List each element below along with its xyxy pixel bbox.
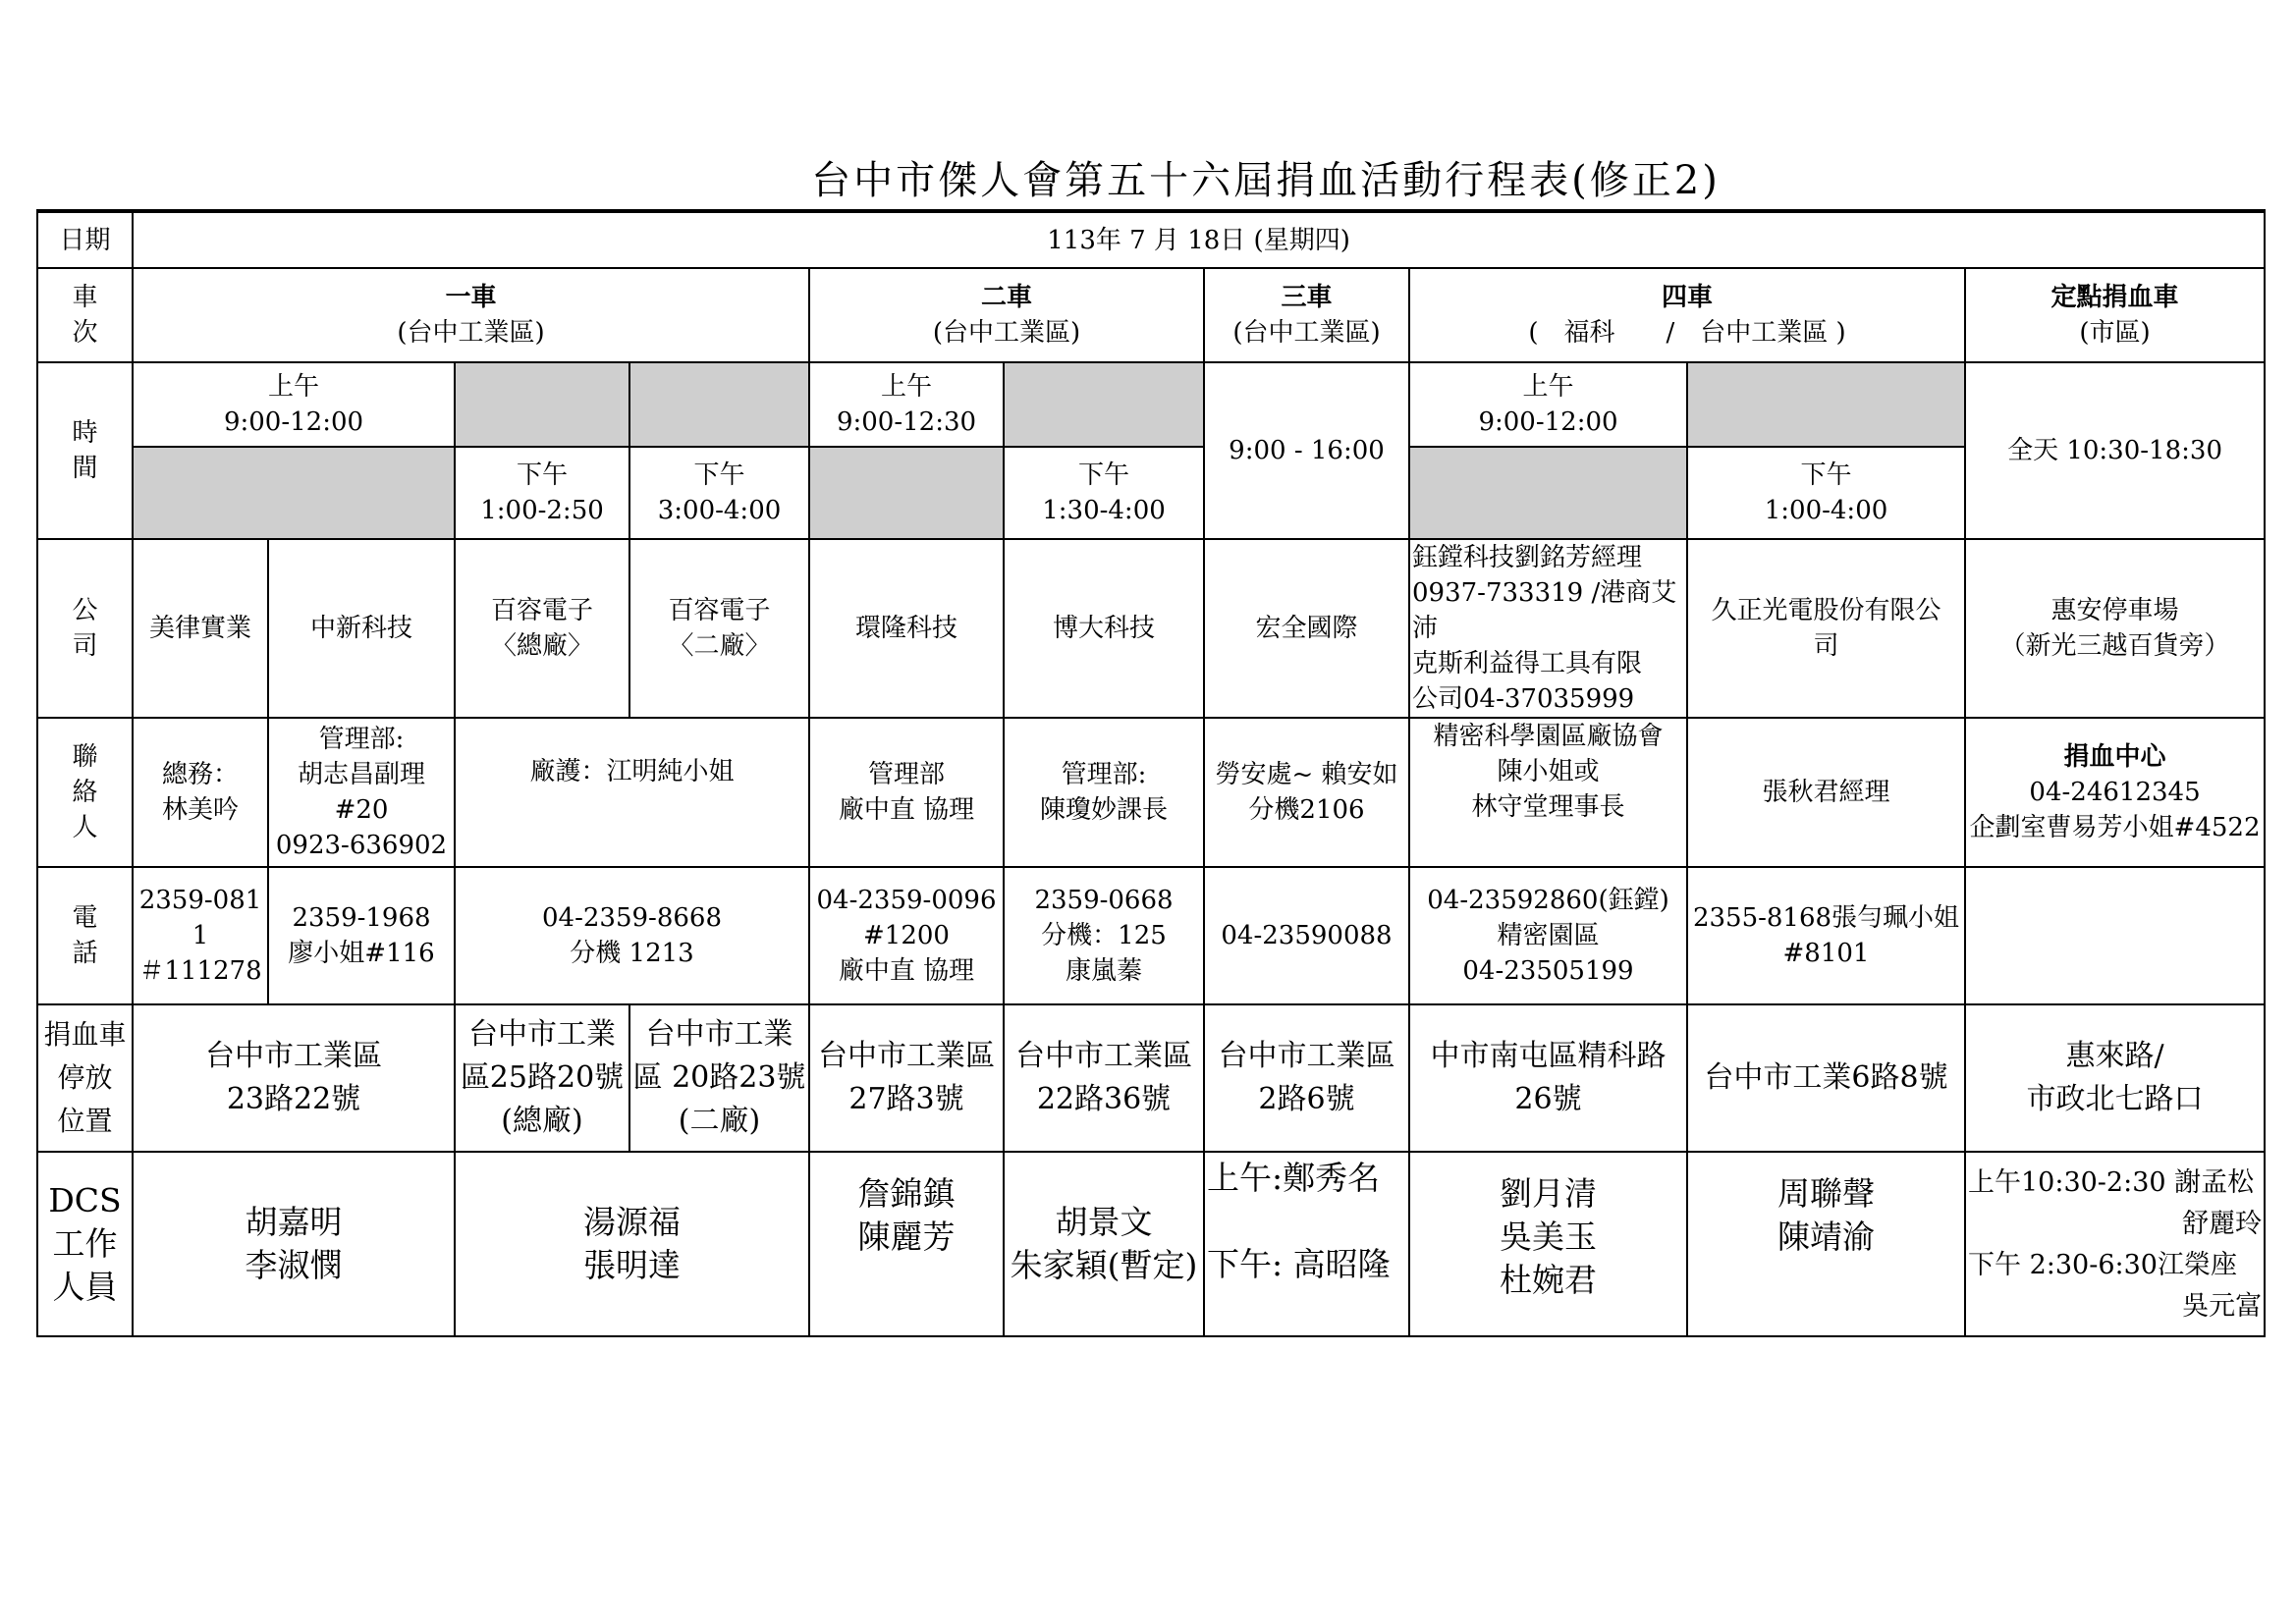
gray-cell — [1687, 362, 1965, 447]
gray-cell — [1409, 447, 1687, 539]
company-cell: 環隆科技 — [809, 539, 1004, 718]
contact-cell: 捐血中心 04-24612345 企劃室曹易芳小姐#4522 — [1965, 718, 2265, 867]
contact-cell: 勞安處~ 賴安如 分機2106 — [1204, 718, 1409, 867]
gray-cell — [455, 362, 629, 447]
vehicle-label: 車 次 — [37, 268, 133, 362]
vehicle-3: 三車 (台中工業區) — [1204, 268, 1409, 362]
date-row — [37, 211, 2265, 268]
company-cell: 博大科技 — [1004, 539, 1204, 718]
contact-cell: 廠護：江明純小姐 — [455, 718, 809, 867]
phone-cell — [1965, 867, 2265, 1004]
vehicle-row — [37, 268, 2265, 362]
company-row — [37, 539, 2265, 718]
car2-am-time: 上午 9:00-12:30 — [809, 362, 1004, 447]
gray-cell — [809, 447, 1004, 539]
staff-cell: 周聯聲 陳靖渝 — [1687, 1152, 1965, 1336]
staff-cell: 上午10:30-2:30 謝孟松 舒麗玲 下午 2:30-6:30江榮座 吳元富 — [1965, 1152, 2265, 1336]
contact-cell: 精密科學園區廠協會 陳小姐或 林守堂理事長 — [1409, 718, 1687, 867]
time-label: 時 間 — [37, 362, 133, 539]
phone-cell: 04-2359-8668 分機 1213 — [455, 867, 809, 1004]
company-cell: 中新科技 — [268, 539, 455, 718]
contact-label: 聯 絡 人 — [37, 718, 133, 867]
phone-cell: 04-2359-0096 #1200 廠中直 協理 — [809, 867, 1004, 1004]
parking-row — [37, 1004, 2265, 1152]
company-cell: 百容電子 〈總廠〉 — [455, 539, 629, 718]
company-label: 公 司 — [37, 539, 133, 718]
gray-cell — [1004, 362, 1204, 447]
staff-row — [37, 1152, 2265, 1336]
parking-label: 捐血車 停放 位置 — [37, 1004, 133, 1152]
gray-cell — [133, 447, 455, 539]
fixed-time: 全天 10:30-18:30 — [1965, 362, 2265, 539]
phone-cell: 2359-0811 ＃111278 — [133, 867, 268, 1004]
contact-cell: 管理部: 胡志昌副理 #20 0923-636902 — [268, 718, 455, 867]
contact-cell: 總務： 林美吟 — [133, 718, 268, 867]
staff-cell: 劉月清 吳美玉 杜婉君 — [1409, 1152, 1687, 1336]
time-row-pm — [37, 447, 2265, 539]
staff-cell: 上午:鄭秀名 下午: 高昭隆 — [1204, 1152, 1409, 1336]
staff-cell: 湯源福 張明達 — [455, 1152, 809, 1336]
phone-cell: 04-23592860(鈺鏜) 精密園區 04-23505199 — [1409, 867, 1687, 1004]
date-label: 日期 — [37, 211, 133, 268]
car1-am-time: 上午 9:00-12:00 — [133, 362, 455, 447]
parking-cell: 中市南屯區精科路 26號 — [1409, 1004, 1687, 1152]
car1-pm2-time: 下午 3:00-4:00 — [629, 447, 809, 539]
staff-cell: 胡景文 朱家穎(暫定) — [1004, 1152, 1204, 1336]
phone-cell: 2359-1968 廖小姐#116 — [268, 867, 455, 1004]
car3-time: 9:00 - 16:00 — [1204, 362, 1409, 539]
vehicle-2: 二車 (台中工業區) — [809, 268, 1204, 362]
parking-cell: 台中市工業區 2路6號 — [1204, 1004, 1409, 1152]
company-cell: 百容電子 〈二廠〉 — [629, 539, 809, 718]
contact-cell: 管理部 廠中直 協理 — [809, 718, 1004, 867]
car2-pm-time: 下午 1:30-4:00 — [1004, 447, 1204, 539]
company-cell: 久正光電股份有限公 司 — [1687, 539, 1965, 718]
vehicle-fixed: 定點捐血車 (市區) — [1965, 268, 2265, 362]
parking-cell: 台中市工業 區25路20號 (總廠) — [455, 1004, 629, 1152]
date-value: 113年 7 月 18日 (星期四) — [133, 211, 2265, 268]
car4-pm-time: 下午 1:00-4:00 — [1687, 447, 1965, 539]
company-cell: 宏全國際 — [1204, 539, 1409, 718]
parking-cell: 台中市工業區 23路22號 — [133, 1004, 455, 1152]
staff-cell: 胡嘉明 李淑憫 — [133, 1152, 455, 1336]
phone-cell: 2355-8168張勻珮小姐 #8101 — [1687, 867, 1965, 1004]
contact-cell: 張秋君經理 — [1687, 718, 1965, 867]
company-cell: 鈺鏜科技劉銘芳經理 0937-733319 /港商艾沛 克斯利益得工具有限 公司04-37035999 — [1409, 539, 1687, 718]
parking-cell: 惠來路/ 市政北七路口 — [1965, 1004, 2265, 1152]
contact-cell: 管理部: 陳瓊妙課長 — [1004, 718, 1204, 867]
vehicle-1: 一車 (台中工業區) — [133, 268, 809, 362]
car1-pm1-time: 下午 1:00-2:50 — [455, 447, 629, 539]
company-cell: 惠安停車場 （新光三越百貨旁） — [1965, 539, 2265, 718]
parking-cell: 台中市工業6路8號 — [1687, 1004, 1965, 1152]
car4-am-time: 上午 9:00-12:00 — [1409, 362, 1687, 447]
vehicle-4: 四車 ( 福科 / 台中工業區 ) — [1409, 268, 1965, 362]
parking-cell: 台中市工業區 22路36號 — [1004, 1004, 1204, 1152]
staff-label: DCS 工作 人員 — [37, 1152, 133, 1336]
phone-cell: 04-23590088 — [1204, 867, 1409, 1004]
company-cell: 美律實業 — [133, 539, 268, 718]
time-row-am — [37, 362, 2265, 447]
phone-cell: 2359-0668 分機：125 康嵐蓁 — [1004, 867, 1204, 1004]
staff-cell: 詹錦鎮 陳麗芳 — [809, 1152, 1004, 1336]
page-title: 台中市傑人會第五十六屆捐血活動行程表(修正2) — [811, 158, 1721, 203]
gray-cell — [629, 362, 809, 447]
parking-cell: 台中市工業 區 20路23號 (二廠) — [629, 1004, 809, 1152]
schedule-table — [36, 209, 2266, 1337]
phone-row — [37, 867, 2265, 1004]
phone-label: 電 話 — [37, 867, 133, 1004]
parking-cell: 台中市工業區 27路3號 — [809, 1004, 1004, 1152]
contact-row — [37, 718, 2265, 867]
